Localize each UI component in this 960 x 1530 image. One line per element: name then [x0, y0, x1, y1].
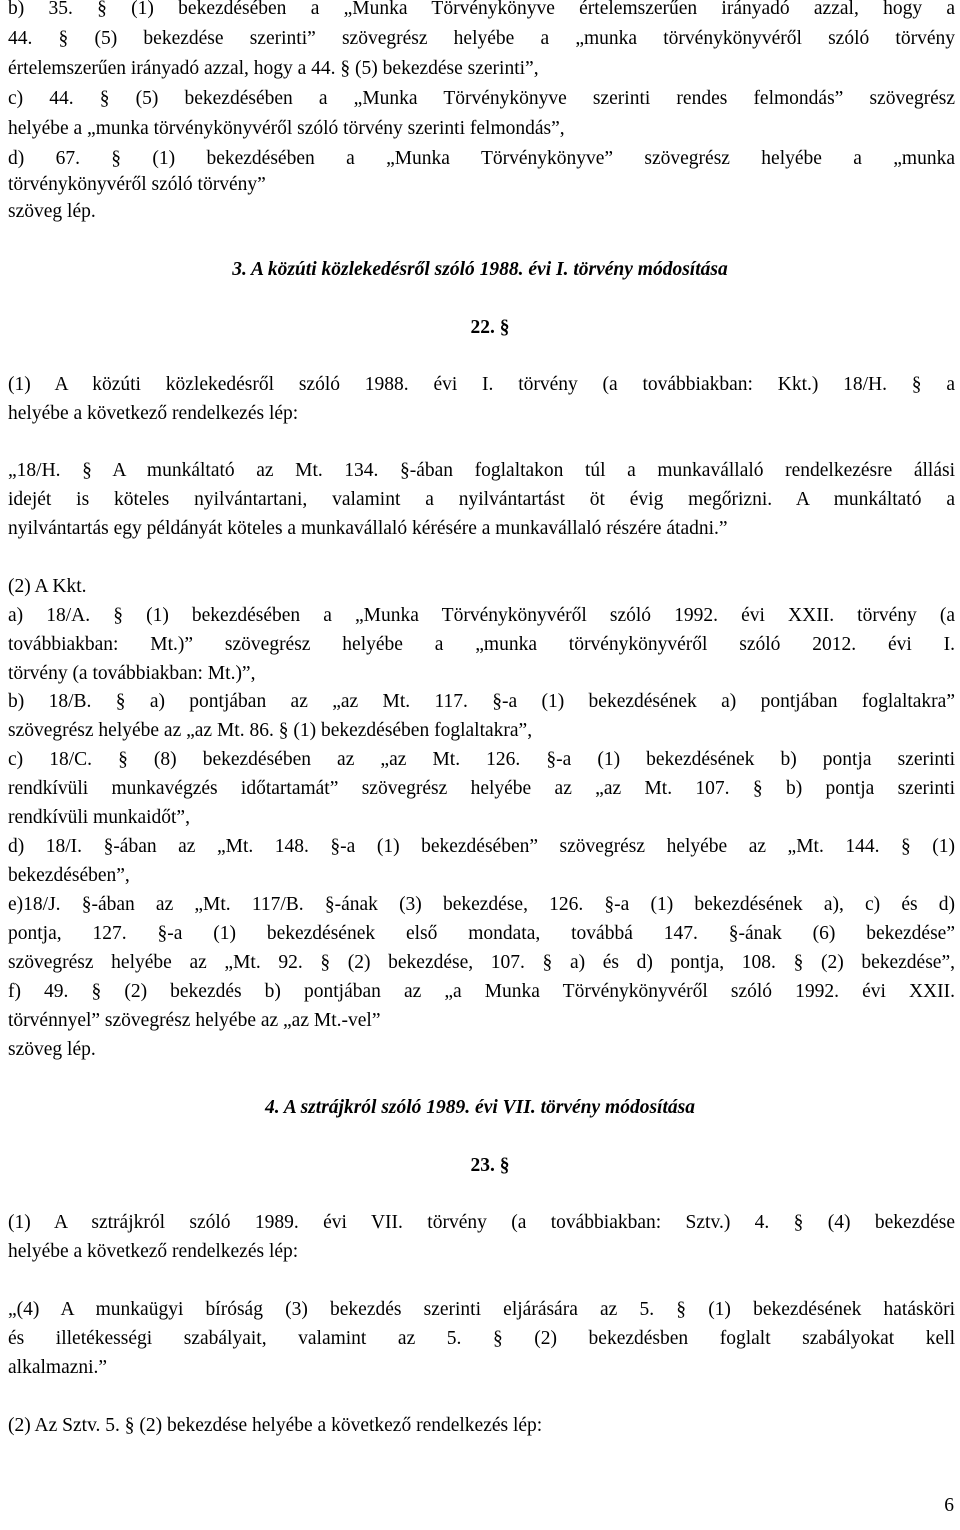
text-line: „(4) A munkaügyi bíróság (3) bekezdés szerinti eljárására az 5. § (1) bekezdésének hatásköri	[8, 1299, 955, 1320]
text-line: c) 44. § (5) bekezdésében a „Munka Törvénykönyve szerinti rendes felmondás” szövegrész	[8, 88, 955, 109]
text-line: a) 18/A. § (1) bekezdésében a „Munka Törvénykönyvéről szóló 1992. évi XXII. törvény (a	[8, 605, 955, 626]
text-line: bekezdésében”,	[8, 865, 130, 886]
text-line: törvénnyel” szövegrész helyébe az „az Mt.-vel”	[8, 1010, 381, 1031]
text-line: f) 49. § (2) bekezdés b) pontjában az „a Munka Törvénykönyvéről szóló 1992. évi XXII.	[8, 981, 955, 1002]
text-line: értelemszerűen irányadó azzal, hogy a 44. § (5) bekezdése szerinti”,	[8, 58, 539, 79]
section-heading: 4. A sztrájkról szóló 1989. évi VII. törvény módosítása	[265, 1097, 695, 1118]
text-line: (1) A sztrájkról szóló 1989. évi VII. törvény (a továbbiakban: Sztv.) 4. § (4) bekezdése	[8, 1212, 955, 1233]
text-line: idejét is köteles nyilvántartani, valamint a nyilvántartást öt évig megőrizni. A munkáltató a	[8, 489, 955, 510]
paragraph-number: 23. §	[470, 1155, 510, 1176]
text-line: törvénykönyvéről szóló törvény”	[8, 174, 266, 195]
text-line: szövegrész helyébe az „Mt. 92. § (2) bekezdése, 107. § a) és d) pontja, 108. § (2) bekezdése”,	[8, 952, 955, 973]
text-line: szöveg lép.	[8, 1039, 96, 1060]
text-line: „18/H. § A munkáltató az Mt. 134. §-ában foglaltakon túl a munkavállaló rendelkezésre állási	[8, 460, 955, 481]
text-line: (2) A Kkt.	[8, 576, 87, 597]
text-line: nyilvántartás egy példányát köteles a munkavállaló kérésére a munkavállaló részére átadni.”	[8, 518, 728, 539]
paragraph-number: 22. §	[470, 317, 510, 338]
text-line: továbbiakban: Mt.)” szövegrész helyébe a „munka törvénykönyvéről szóló 2012. évi I.	[8, 634, 955, 655]
text-line: rendkívüli munkavégzés időtartamát” szövegrész helyébe az „az Mt. 107. § b) pontja szerinti	[8, 778, 955, 799]
text-line: e)18/J. §-ában az „Mt. 117/B. §-ának (3) bekezdése, 126. §-a (1) bekezdésének a), c) és d)	[8, 894, 955, 915]
section-heading: 3. A közúti közlekedésről szóló 1988. évi I. törvény módosítása	[232, 259, 728, 280]
text-line: és illetékességi szabályait, valamint az 5. § (2) bekezdésben foglalt szabályokat kell	[8, 1328, 955, 1349]
text-line: d) 18/I. §-ában az „Mt. 148. §-a (1) bekezdésében” szövegrész helyébe az „Mt. 144. § (1)	[8, 836, 955, 857]
text-line: helyébe a „munka törvénykönyvéről szóló törvény szerinti felmondás”,	[8, 118, 565, 139]
text-line: b) 18/B. § a) pontjában az „az Mt. 117. §-a (1) bekezdésének a) pontjában foglaltakra”	[8, 691, 955, 712]
text-line: 44. § (5) bekezdése szerinti” szövegrész helyébe a „munka törvénykönyvéről szóló törvény	[8, 28, 955, 49]
text-line: pontja, 127. §-a (1) bekezdésének első mondata, továbbá 147. §-ának (6) bekezdése”	[8, 923, 955, 944]
text-line: c) 18/C. § (8) bekezdésében az „az Mt. 126. §-a (1) bekezdésének b) pontja szerinti	[8, 749, 955, 770]
text-line: helyébe a következő rendelkezés lép:	[8, 403, 299, 424]
text-line: törvény (a továbbiakban: Mt.)”,	[8, 663, 256, 684]
text-line: szövegrész helyébe az „az Mt. 86. § (1) bekezdésében foglaltakra”,	[8, 720, 533, 741]
page-number: 6	[944, 1495, 954, 1516]
text-line: szöveg lép.	[8, 201, 96, 222]
text-line: alkalmazni.”	[8, 1357, 108, 1378]
text-line: rendkívüli munkaidőt”,	[8, 807, 190, 828]
text-line: b) 35. § (1) bekezdésében a „Munka Törvénykönyve értelemszerűen irányadó azzal, hogy a	[8, 0, 955, 19]
text-line: d) 67. § (1) bekezdésében a „Munka Törvénykönyve” szövegrész helyébe a „munka	[8, 148, 955, 169]
text-line: helyébe a következő rendelkezés lép:	[8, 1241, 299, 1262]
text-line: (2) Az Sztv. 5. § (2) bekezdése helyébe a következő rendelkezés lép:	[8, 1415, 543, 1436]
text-line: (1) A közúti közlekedésről szóló 1988. évi I. törvény (a továbbiakban: Kkt.) 18/H. § a	[8, 374, 955, 395]
